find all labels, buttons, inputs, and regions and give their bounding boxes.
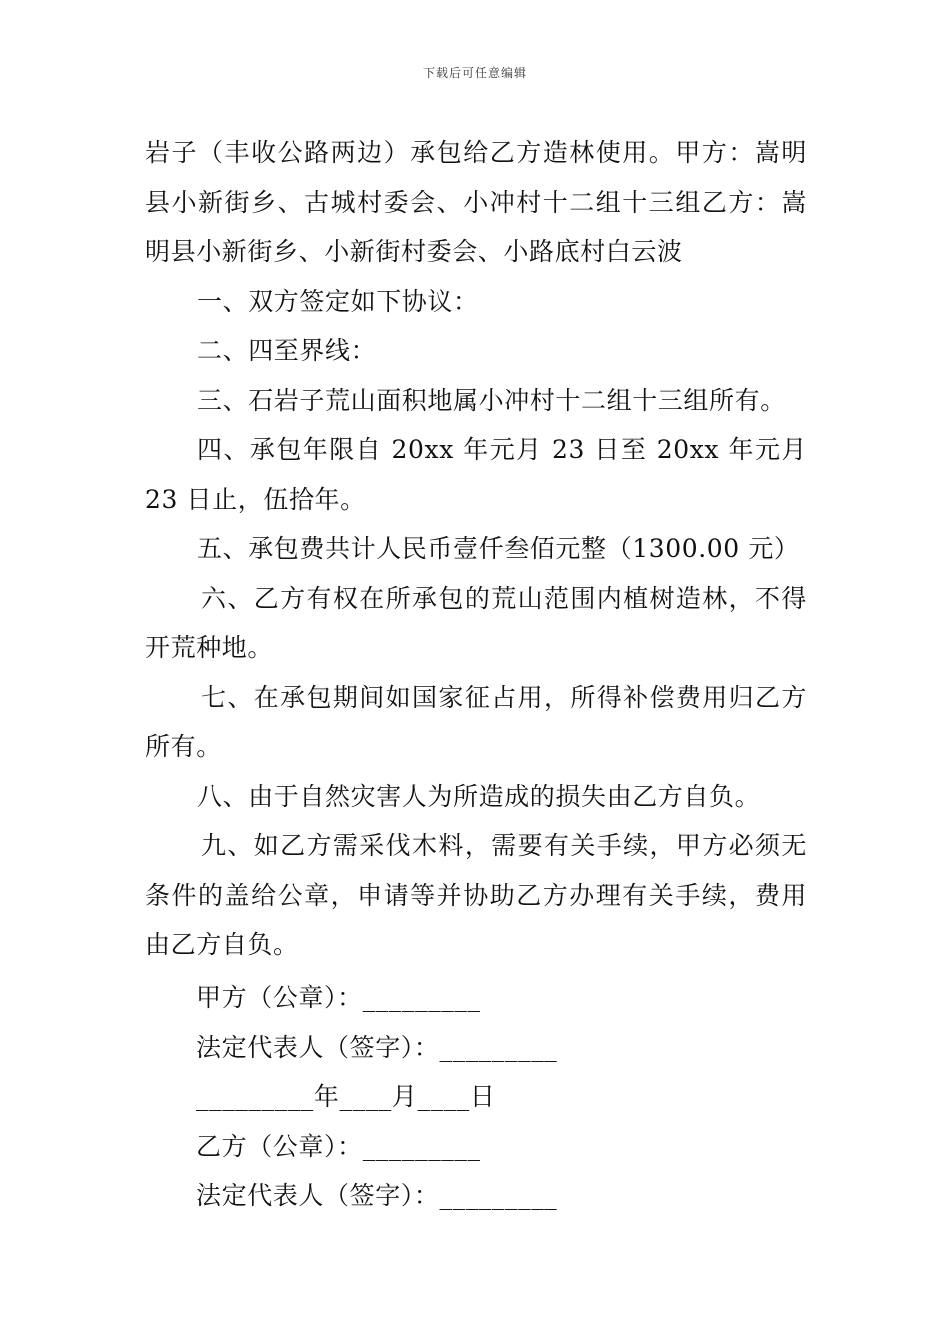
paragraph-clause-2: 二、四至界线： xyxy=(197,336,377,365)
party-b-seal-line: 乙方（公章）：_________ xyxy=(196,1131,481,1161)
header-note: 下载后可任意编辑 xyxy=(422,66,527,80)
paragraph-clause-8: 八、由于自然灾害人为所造成的损失由乙方自负。 xyxy=(197,781,761,811)
signature-block xyxy=(196,973,557,1221)
date-line: _________年____月____日 xyxy=(196,1082,496,1111)
paragraph-clause-3: 三、石岩子荒山面积地属小冲村十二组十三组所有。 xyxy=(197,385,786,415)
paragraph-clause-4: 四、承包年限自 20xx 年元月 23 日至 20xx 年元月 23 日止，伍拾年。 xyxy=(145,435,807,514)
paragraph-parties: 岩子（丰收公路两边）承包给乙方造林使用。甲方：嵩明县小新街乡、古城村委会、小冲村十二组十三组乙方：嵩明县小新街乡、小新街村委会、小路底村白云波 xyxy=(145,138,807,266)
contract-body xyxy=(145,128,807,970)
party-a-seal-line: 甲方（公章）：_________ xyxy=(196,983,481,1012)
paragraph-clause-9: 九、如乙方需采伐木料，需要有关手续，甲方必须无条件的盖给公章，申请等并协助乙方办理有关手续，费用由乙方自负。 xyxy=(145,831,807,959)
paragraph-clause-7: 七、在承包期间如国家征占用，所得补偿费用归乙方所有。 xyxy=(145,682,807,761)
paragraph-clause-1: 一、双方签定如下协议： xyxy=(197,286,479,316)
party-b-representative-line: 法定代表人（签字）：_________ xyxy=(196,1181,558,1210)
paragraph-clause-6: 六、乙方有权在所承包的荒山范围内植树造林，不得开荒种地。 xyxy=(145,583,807,662)
party-a-representative-line: 法定代表人（签字）：_________ xyxy=(196,1032,558,1062)
paragraph-clause-5: 五、承包费共计人民币壹仟叁佰元整（1300.00 元） xyxy=(197,534,800,563)
